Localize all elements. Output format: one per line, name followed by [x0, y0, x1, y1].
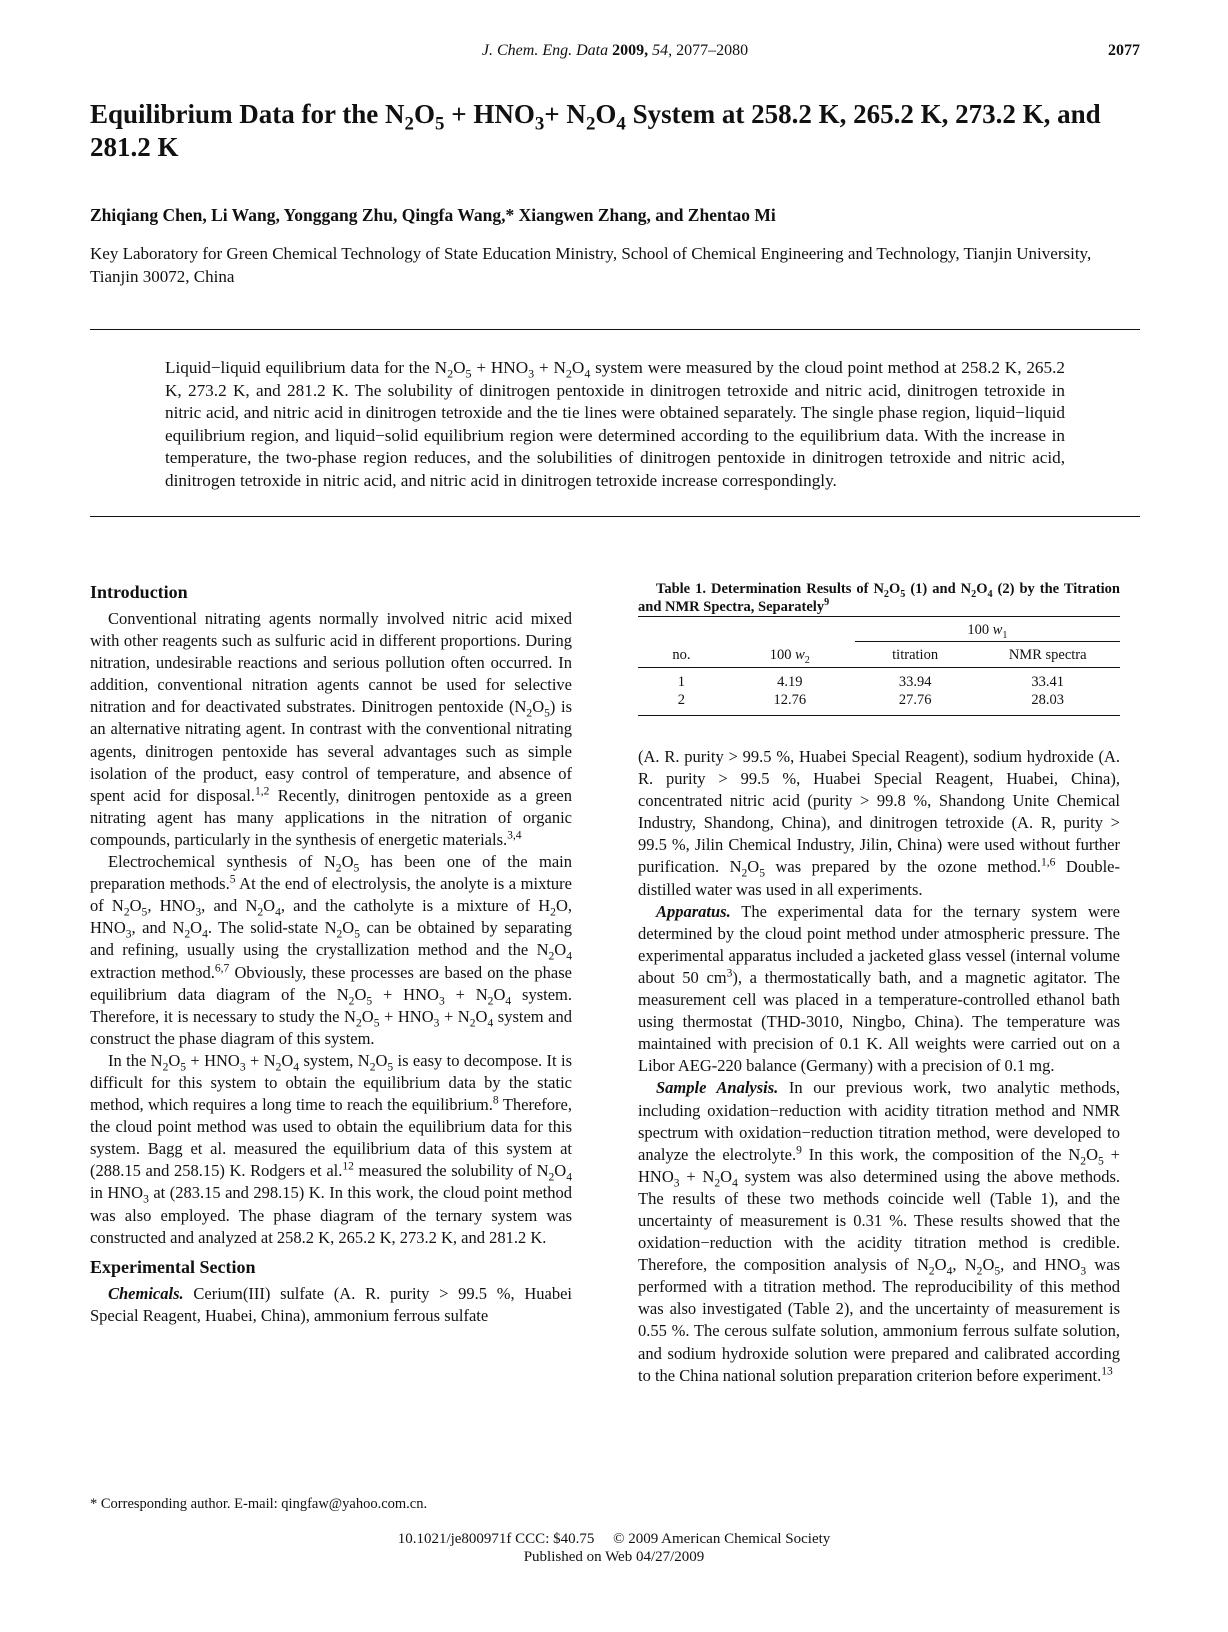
running-head — [90, 42, 1140, 66]
page-footer — [0, 1530, 1228, 1566]
column-header: titration — [855, 642, 976, 668]
chemicals-continued: (A. R. purity > 99.5 %, Huabei Special Reagent), sodium hydroxide (A. R. purity > 99.5 %, Huabei Special Reagent, Huabei, China), concentrated nitric acid (purity > 99.8 %, Shandong Unite Chemical Industry, Shandong, China), and dinitrogen tetroxide (A. R, purity > 99.5 %, Jilin Chemical Industry, Jilin, China) were used without further purification. $N_2O_5$ was prepared by the ozone method.$^{1,6}$ Double-distilled water was used in all experiments. — [638, 747, 1120, 899]
w1-span-header: 100 $w_1$ — [855, 617, 1120, 642]
abstract: Liquid−liquid equilibrium data for the $N_2O_5 + HNO_3 + N_2O_4$ system were measured by the cloud point method at 258.2 K, 265.2 K, 273.2 K, and 281.2 K. The solubility of dinitrogen pentoxide in dinitrogen tetroxide and nitric acid, dinitrogen tetroxide in nitric acid, and nitric acid in dinitrogen tetroxide and the tie lines were obtained separately. The single phase region, liquid−liquid equilibrium region, and liquid−solid equilibrium region were determined according to the equilibrium data. With the increase in temperature, the two-phase region reduces, and the solubilities of dinitrogen pentoxide in dinitrogen tetroxide and nitric acid, dinitrogen tetroxide in nitric acid, and nitric acid in dinitrogen tetroxide increase correspondingly. — [165, 358, 1065, 490]
article-title: Equilibrium Data for the $N_2O_5 + HNO_3+ N_2O_4$ System at 258.2 K, 265.2 K, 273.2 K, and 281.2 K — [90, 99, 1101, 162]
table-1-caption: Table 1. Determination Results of $N_2O_5$ (1) and $N_2O_4$ (2) by the Titration and NMR Spectra, Separately$^9$ — [638, 581, 1120, 615]
table-row: 1 4.19 33.94 33.41 — [677, 674, 1064, 690]
apparatus-paragraph: Apparatus. The experimental data for the ternary system were determined by the cloud point method under atmospheric pressure. The experimental apparatus included a jacketed glass vessel (internal volume about 50 $cm^3$), a thermostatically bath, and a magnetic agitator. The measurement cell was placed in a temperature-controlled ethanol bath using thermostat (THD-3010, Ningbo, China). The temperature was maintained with precision of 0.1 K. All weights were carried out on a Libor AEG-220 balance (Germany) with a precision of 0.1 mg. — [638, 901, 1120, 1076]
intro-paragraph-1: Conventional nitrating agents normally involved nitric acid mixed with other reagents such as sulfuric acid in different proportions. During nitration, undesirable reactions and serious pollution often occurred. In addition, conventional nitration agents cannot be used for selective nitration and for deactivated substrates. Dinitrogen pentoxide $(N_2O_5)$ is an alternative nitrating agent. In contrast with the conventional nitrating agents, dinitrogen pentoxide has several advantages such as simple isolation of the product, easy control of temperature, and absence of spent acid for disposal.$^{1,2}$ Recently, dinitrogen pentoxide as a green nitrating agent has many applications in the nitration of organic compounds, particularly in the synthesis of energetic materials.$^{3,4}$ — [90, 609, 573, 849]
corresponding-author-footnote: * Corresponding author. E-mail: qingfaw@yahoo.com.cn. — [90, 1496, 428, 1512]
left-column — [90, 580, 572, 1327]
column-header: no. — [638, 642, 725, 668]
published-date: Published on Web 04/27/2009 — [523, 1549, 705, 1565]
journal-citation: J. Chem. Eng. Data 2009, 54, 2077–2080 — [481, 42, 749, 59]
doi-text: 10.1021/je800971f CCC: $40.75 — [397, 1531, 595, 1547]
author-list: Zhiqiang Chen, Li Wang, Yonggang Zhu, Qingfa Wang,* Xiangwen Zhang, and Zhentao Mi — [90, 205, 776, 225]
sample-analysis-paragraph: Sample Analysis. In our previous work, two analytic methods, including oxidation−reduction with acidity titration method and NMR spectrum with oxidation−reduction titration method, were developed to analyze the electrolyte.$^9$ In this work, the composition of the $N_2O_5 + HNO_3 + N_2O_4$ system was also determined using the above methods. The results of these two methods coincide well (Table 1), and the uncertainty of measurement is 0.31 %. These results showed that the oxidation−reduction with the acidity titration method is credible. Therefore, the composition analysis of $N_2O_4$, $N_2O_5$, and $HNO_3$ was performed with a titration method. The reproducibility of this method was also investigated (Table 2), and the uncertainty of measurement is 0.55 %. The cerous sulfate solution, ammonium ferrous sulfate solution, and sodium hydroxide solution were prepared and calibrated according to the China national solution preparation criterion before experiment.$^{13}$ — [638, 1078, 1121, 1385]
footer-line-1 — [0, 1530, 1228, 1548]
abstract-bottom-rule — [90, 516, 1140, 517]
abstract-top-rule — [90, 329, 1140, 330]
section-heading-introduction: Introduction — [90, 582, 188, 602]
copyright-text: © 2009 American Chemical Society — [613, 1531, 831, 1547]
intro-paragraph-2: Electrochemical synthesis of $N_2O_5$ has been one of the main preparation methods.$^5$ At the end of electrolysis, the anolyte is a mixture of $N_2O_5$, $HNO_3$, and $N_2O_4$, and the catholyte is a mixture of $H_2O$, $HNO_3$, and $N_2O_4$. The solid-state $N_2O_5$ can be obtained by separating and refining, usually using the crystallization method and the $N_2O_4$ extraction method.$^{6,7}$ Obviously, these processes are based on the phase equilibrium data diagram of the $N_2O_5 + HNO_3 + N_2O_4$ system. Therefore, it is necessary to study the $N_2O_5 + HNO_3 + N_2O_4$ system and construct the phase diagram of this system. — [90, 852, 573, 1048]
chemicals-paragraph: Chemicals. Cerium(III) sulfate (A. R. purity > 99.5 %, Huabei Special Reagent, Huabei, China), ammonium ferrous sulfate — [90, 1283, 573, 1325]
intro-paragraph-3: In the $N_2O_5 + HNO_3 + N_2O_4$ system, $N_2O_5$ is easy to decompose. It is difficult for this system to obtain the equilibrium data by the static method, which requires a long time to reach the equilibrium.$^8$ Therefore, the cloud point method was used to obtain the equilibrium data for this system. Bagg et al. measured the equilibrium data of this system at (288.15 and 258.15) K. Rodgers et al.$^{12}$ measured the solubility of $N_2O_4$ in $HNO_3$ at (283.15 and 298.15) K. In this work, the cloud point method was also employed. The phase diagram of the ternary system was constructed and analyzed at 258.2 K, 265.2 K, 273.2 K, and 281.2 K. — [90, 1050, 572, 1247]
column-header: NMR spectra — [975, 642, 1120, 668]
right-column — [638, 580, 1120, 1387]
column-header: 100 $w_2$ — [725, 642, 855, 668]
table-row: 2 12.76 27.76 28.03 — [638, 691, 1120, 716]
affiliation: Key Laboratory for Green Chemical Technology of State Education Ministry, School of Chemical Engineering and Technology, Tianjin University, Tianjin 30072, China — [90, 244, 1092, 286]
table-1 — [638, 616, 1120, 716]
page-number: 2077 — [1108, 42, 1140, 59]
section-heading-experimental: Experimental Section — [90, 1256, 256, 1277]
